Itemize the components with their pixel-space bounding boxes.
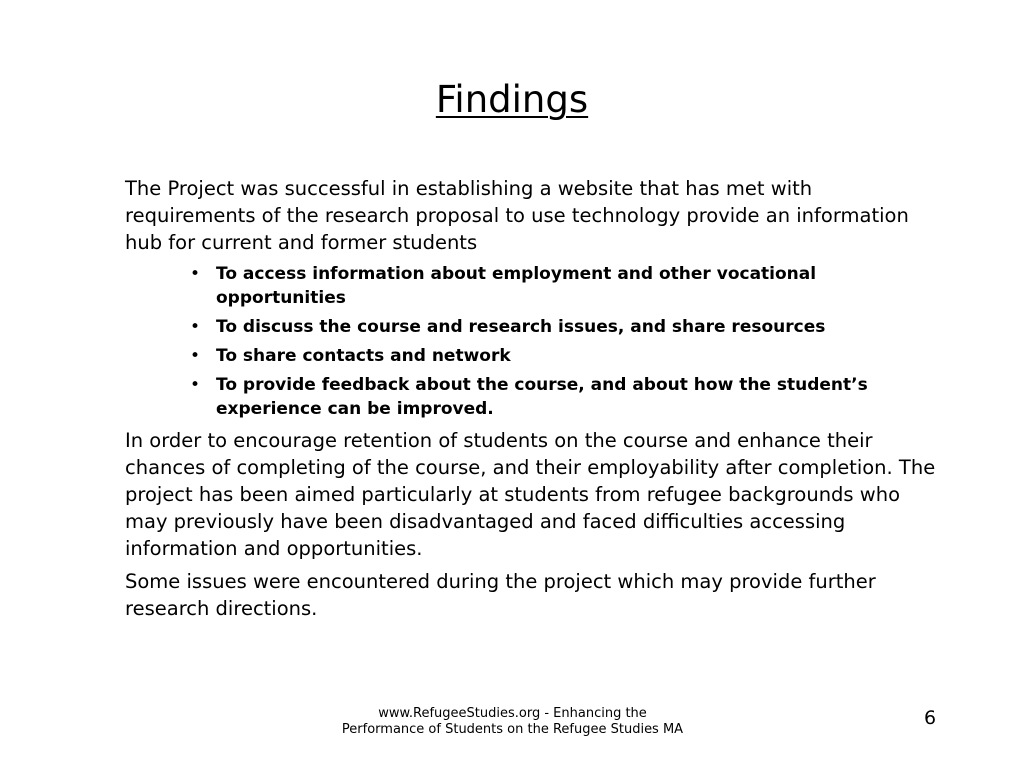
bullet-item [190,262,945,310]
bullet-item [190,373,945,421]
bullet-icon: • [190,375,201,395]
bullet-icon: • [190,317,201,337]
intro-paragraph: The Project was successful in establishing a website that has met with requirements of the research proposal to use technology provide an information hub for current and former students [125,177,909,254]
bullet-text: To access information about employment and other vocational opportunities [216,264,817,308]
page-number: 6 [923,707,937,729]
bullet-text: To provide feedback about the course, and about how the student’s experience can be improved. [216,375,868,419]
slide-title: Findings [435,78,589,121]
slide-body [125,175,945,622]
issues-paragraph: Some issues were encountered during the project which may provide further research directions. [125,570,876,620]
slide-footer: www.RefugeeStudies.org - Enhancing the Performance of Students on the Refugee Studies MA [341,706,684,737]
bullet-text: To share contacts and network [216,346,511,366]
bullet-item [190,344,945,368]
bullet-text: To discuss the course and research issues, and share resources [216,317,826,337]
bullet-icon: • [190,346,201,366]
bullet-item [190,315,945,339]
bullet-icon: • [190,264,201,284]
retention-paragraph: In order to encourage retention of students on the course and enhance their chances of completing of the course, and their employability after completion. The project has been aimed particularly at students from refugee backgrounds who may previously have been disadvantaged and faced difficulties accessing information and opportunities. [125,429,936,560]
findings-bullet-list [125,262,945,421]
